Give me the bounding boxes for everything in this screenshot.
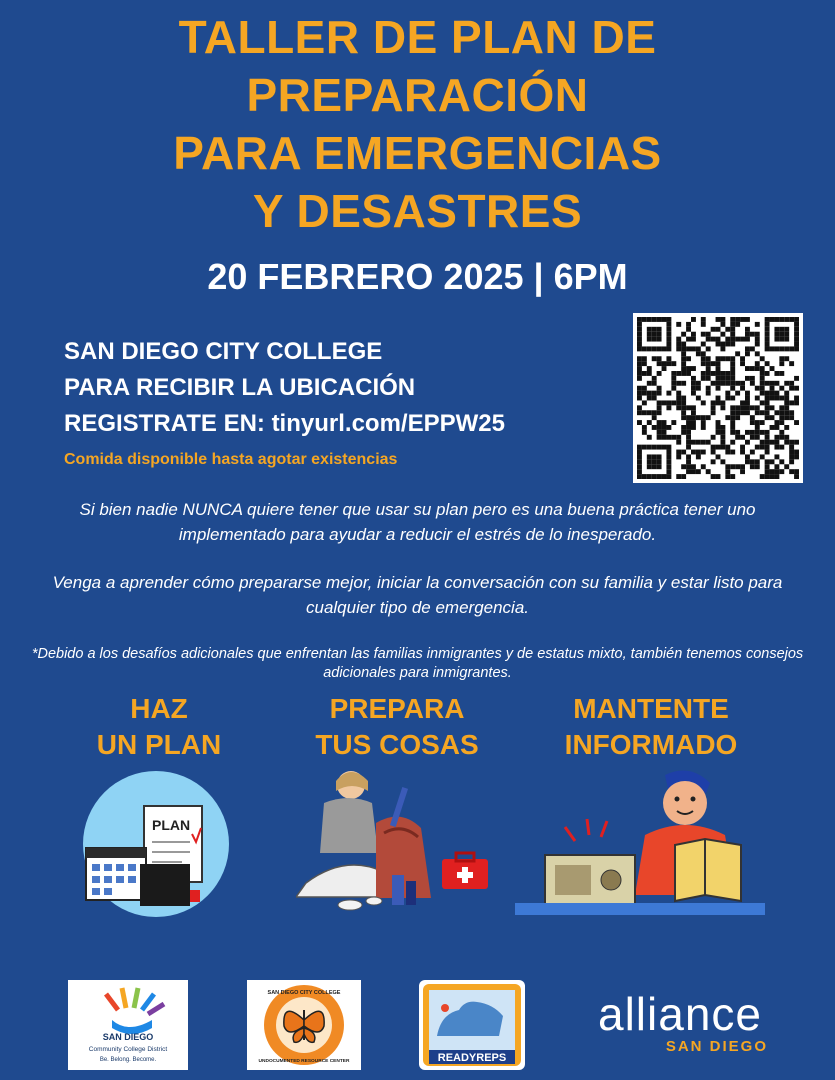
info-location: SAN DIEGO CITY COLLEGE [64,338,383,365]
title-line-3: PARA EMERGENCIAS [173,127,662,179]
event-date: 20 FEBRERO 2025 | 6PM [207,256,628,297]
resource-center-top: SAN DIEGO CITY COLLEGE [267,990,341,996]
resource-center-logo [247,980,361,1070]
invite-paragraph: Venga a aprender cómo prepararse mejor, iniciar la conversación con su familia y estar listo para cualquier tipo de emergencia. [52,573,783,617]
step-stay-informed [526,691,776,763]
info-register-link[interactable]: REGISTRATE EN: tinyurl.com/EPPW25 [64,410,505,437]
step-3-line-2: INFORMADO [564,729,738,760]
title-line-1: TALLER DE PLAN DE [178,11,657,63]
immigrant-note: *Debido a los desafíos adicionales que enfrentan las familias inmigrantes y de estatus mixto, también tenemos consejos adicionales para inmigrantes. [31,646,804,681]
title-line-4: Y DESASTRES [252,185,583,237]
step-2-line-2: TUS COSAS [315,729,479,760]
info-location-note: PARA RECIBIR LA UBICACIÓN [64,374,416,401]
informed-illustration [515,765,765,920]
sdccd-logo [68,980,188,1070]
plan-illustration [82,770,230,918]
alliance-word: alliance [598,988,762,1040]
readyreps-logo [419,980,525,1070]
page-title [0,8,835,240]
step-make-plan [34,691,284,763]
readyreps-label: READYREPS [437,1052,507,1064]
food-note: Comida disponible hasta agotar existencias [64,451,398,468]
event-info [64,334,505,442]
prepare-illustration [296,763,496,918]
qr-code[interactable] [633,313,803,483]
step-prepare [272,691,522,763]
step-1-line-1: HAZ [130,693,188,724]
sdccd-line-3: Be. Belong. Become. [99,1057,157,1063]
title-line-2: PREPARACIÓN [246,69,589,121]
alliance-logo [580,990,780,1060]
plan-label: PLAN [152,817,191,833]
step-3-line-1: MANTENTE [573,693,729,724]
resource-center-bottom: UNDOCUMENTED RESOURCE CENTER [258,1059,350,1064]
qr-code-icon [633,313,803,483]
alliance-sub: SAN DIEGO [665,1038,768,1055]
step-2-line-1: PREPARA [329,693,465,724]
sdccd-line-1: SAN DIEGO [102,1032,154,1042]
step-1-line-2: UN PLAN [96,729,222,760]
sdccd-line-2: Community College District [88,1046,168,1053]
intro-paragraph: Si bien nadie NUNCA quiere tener que usar su plan pero es una buena práctica tener uno implementado para ayudar a reducir el estrés de lo inesperado. [79,500,756,544]
